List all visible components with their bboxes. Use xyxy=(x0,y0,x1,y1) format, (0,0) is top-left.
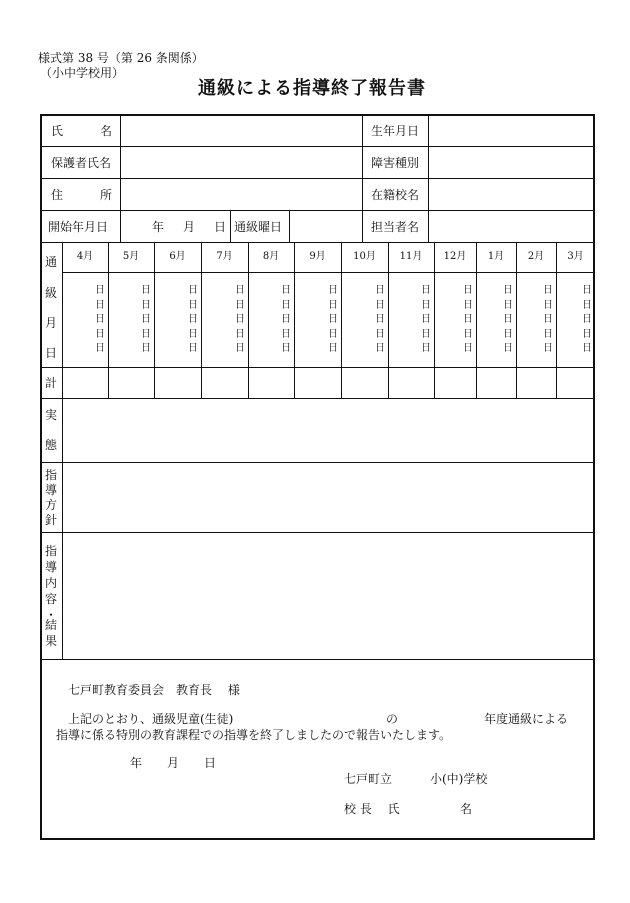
row-divider xyxy=(40,659,595,660)
schedule-label-char: 日 xyxy=(44,346,57,360)
day-mark: 日 xyxy=(141,328,151,340)
day-mark: 日 xyxy=(235,328,245,340)
attendance-weekday-input[interactable] xyxy=(290,211,361,241)
footer-month-unit: 月 xyxy=(167,756,180,770)
day-mark: 日 xyxy=(543,343,553,354)
day-mark: 日 xyxy=(95,328,105,340)
day-mark: 日 xyxy=(328,328,338,340)
day-mark: 日 xyxy=(503,328,513,340)
day-mark: 日 xyxy=(421,314,431,325)
footer-day-unit: 日 xyxy=(204,756,217,770)
day-mark: 日 xyxy=(95,299,105,311)
day-mark: 日 xyxy=(95,285,105,296)
day-mark: 日 xyxy=(543,299,553,311)
month-header: 4月 xyxy=(76,251,94,262)
day-mark: 日 xyxy=(421,343,431,354)
day-mark: 日 xyxy=(95,314,105,325)
day-mark: 日 xyxy=(503,285,513,296)
guidance-policy-input[interactable] xyxy=(63,463,593,531)
day-mark: 日 xyxy=(281,328,291,340)
day-mark: 日 xyxy=(463,314,473,325)
birth-date-label: 生年月日 xyxy=(371,124,420,138)
day-mark: 日 xyxy=(328,343,338,354)
month-header: 7月 xyxy=(216,251,233,262)
school-type-label: （小中学校用） xyxy=(40,66,125,80)
start-date-day-unit: 日 xyxy=(214,220,227,234)
day-mark: 日 xyxy=(375,285,385,296)
person-in-charge-label: 担当者名 xyxy=(371,220,420,234)
month-header: 10月 xyxy=(353,251,376,262)
principal-label: 校 長 氏 xyxy=(344,802,400,816)
person-in-charge-input[interactable] xyxy=(429,211,593,241)
month-header: 12月 xyxy=(443,251,467,262)
day-mark: 日 xyxy=(582,285,592,296)
condition-label-char: 態 xyxy=(44,438,57,452)
month-column-divider xyxy=(388,242,389,398)
report-line-1c: 年度通級による xyxy=(484,712,569,726)
total-label: 計 xyxy=(45,376,58,390)
name-label-1: 氏 xyxy=(51,124,64,138)
policy-label-char: 方 xyxy=(44,498,57,512)
day-mark: 日 xyxy=(141,285,151,296)
policy-label-char: 針 xyxy=(44,513,57,527)
addressee: 七戸町教育委員会 教育長 様 xyxy=(68,683,240,697)
content-label-char: 導 xyxy=(44,560,57,574)
day-mark: 日 xyxy=(421,285,431,296)
month-column-divider xyxy=(556,242,557,398)
column-divider xyxy=(362,114,363,242)
month-column-divider xyxy=(248,242,249,398)
day-mark: 日 xyxy=(543,285,553,296)
address-label-1: 住 xyxy=(51,188,64,202)
address-label-2: 所 xyxy=(100,188,113,202)
day-mark: 日 xyxy=(188,285,198,296)
content-label-char: ・ xyxy=(44,608,57,622)
month-header: 11月 xyxy=(399,251,423,262)
schedule-label-char: 通 xyxy=(44,255,57,269)
month-column-divider xyxy=(294,242,295,398)
day-mark: 日 xyxy=(235,285,245,296)
day-mark: 日 xyxy=(375,343,385,354)
condition-label-char: 実 xyxy=(44,408,57,422)
start-date-month-unit: 月 xyxy=(183,220,196,234)
address-input[interactable] xyxy=(121,179,361,209)
day-mark: 日 xyxy=(328,314,338,325)
school-prefix: 七戸町立 xyxy=(344,772,393,786)
day-mark: 日 xyxy=(281,299,291,311)
day-mark: 日 xyxy=(503,299,513,311)
condition-input[interactable] xyxy=(63,399,593,461)
guardian-name-input[interactable] xyxy=(121,147,361,177)
content-label-char: 内 xyxy=(44,576,57,590)
day-mark: 日 xyxy=(281,285,291,296)
name-input[interactable] xyxy=(121,115,361,145)
footer-year-unit: 年 xyxy=(130,756,143,770)
day-mark: 日 xyxy=(582,314,592,325)
schedule-label-char: 月 xyxy=(44,316,57,330)
day-mark: 日 xyxy=(141,299,151,311)
month-header: 2月 xyxy=(527,251,545,262)
day-mark: 日 xyxy=(543,314,553,325)
day-mark: 日 xyxy=(582,343,592,354)
month-column-divider xyxy=(341,242,342,398)
principal-name-unit: 名 xyxy=(460,802,473,816)
day-mark: 日 xyxy=(582,299,592,311)
guidance-content-input[interactable] xyxy=(63,533,593,658)
month-header: 6月 xyxy=(169,251,186,262)
enrolled-school-label: 在籍校名 xyxy=(371,188,420,202)
day-mark: 日 xyxy=(463,343,473,354)
content-label-char: 容 xyxy=(44,592,57,606)
month-header: 1月 xyxy=(487,251,505,262)
day-mark: 日 xyxy=(375,299,385,311)
month-header: 3月 xyxy=(567,251,584,262)
day-mark: 日 xyxy=(375,314,385,325)
name-label-2: 名 xyxy=(100,124,113,138)
policy-label-char: 指 xyxy=(44,468,57,482)
day-mark: 日 xyxy=(582,328,592,340)
day-mark: 日 xyxy=(503,343,513,354)
month-column-divider xyxy=(201,242,202,398)
day-mark: 日 xyxy=(188,343,198,354)
day-mark: 日 xyxy=(281,314,291,325)
day-mark: 日 xyxy=(188,299,198,311)
month-column-divider xyxy=(154,242,155,398)
guardian-name-label: 保護者氏名 xyxy=(51,156,112,170)
policy-label-char: 導 xyxy=(44,483,57,497)
content-label-char: 果 xyxy=(44,634,57,648)
disability-type-input[interactable] xyxy=(429,147,593,177)
column-divider xyxy=(230,210,231,242)
day-mark: 日 xyxy=(141,314,151,325)
row-divider xyxy=(40,367,595,368)
month-header: 8月 xyxy=(262,251,280,262)
report-line-1a: 上記のとおり、通級児童(生徒) xyxy=(68,712,234,726)
enrolled-school-input[interactable] xyxy=(429,179,593,209)
day-mark: 日 xyxy=(235,343,245,354)
day-mark: 日 xyxy=(328,285,338,296)
day-mark: 日 xyxy=(463,285,473,296)
day-mark: 日 xyxy=(503,314,513,325)
report-line-2: 指導に係る特別の教育課程での指導を終了しましたので報告いたします。 xyxy=(56,728,452,742)
attendance-weekday-label: 通級曜日 xyxy=(234,220,283,234)
page-title: 通級による指導終了報告書 xyxy=(198,78,426,99)
day-mark: 日 xyxy=(328,299,338,311)
report-line-1b: の xyxy=(386,712,399,726)
start-date-year-unit: 年 xyxy=(152,220,165,234)
start-date-label: 開始年月日 xyxy=(48,220,109,234)
day-mark: 日 xyxy=(141,343,151,354)
row-divider xyxy=(40,242,595,243)
month-column-divider xyxy=(516,242,517,398)
content-label-char: 結 xyxy=(44,618,57,632)
month-column-divider xyxy=(476,242,477,398)
day-mark: 日 xyxy=(421,328,431,340)
school-suffix: 小(中)学校 xyxy=(430,772,488,786)
month-header: 9月 xyxy=(309,251,326,262)
birth-date-input[interactable] xyxy=(429,115,593,145)
day-mark: 日 xyxy=(235,314,245,325)
day-mark: 日 xyxy=(463,328,473,340)
day-mark: 日 xyxy=(463,299,473,311)
form-number: 様式第 38 号（第 26 条関係） xyxy=(38,51,204,65)
month-column-divider xyxy=(434,242,435,398)
month-header: 5月 xyxy=(122,251,140,262)
month-column-divider xyxy=(108,242,109,398)
day-mark: 日 xyxy=(281,343,291,354)
day-mark: 日 xyxy=(543,328,553,340)
day-mark: 日 xyxy=(235,299,245,311)
content-label-char: 指 xyxy=(44,544,57,558)
day-mark: 日 xyxy=(421,299,431,311)
disability-type-label: 障害種別 xyxy=(371,156,420,170)
day-mark: 日 xyxy=(95,343,105,354)
day-mark: 日 xyxy=(375,328,385,340)
day-mark: 日 xyxy=(188,328,198,340)
day-mark: 日 xyxy=(188,314,198,325)
schedule-label-char: 級 xyxy=(44,286,57,300)
